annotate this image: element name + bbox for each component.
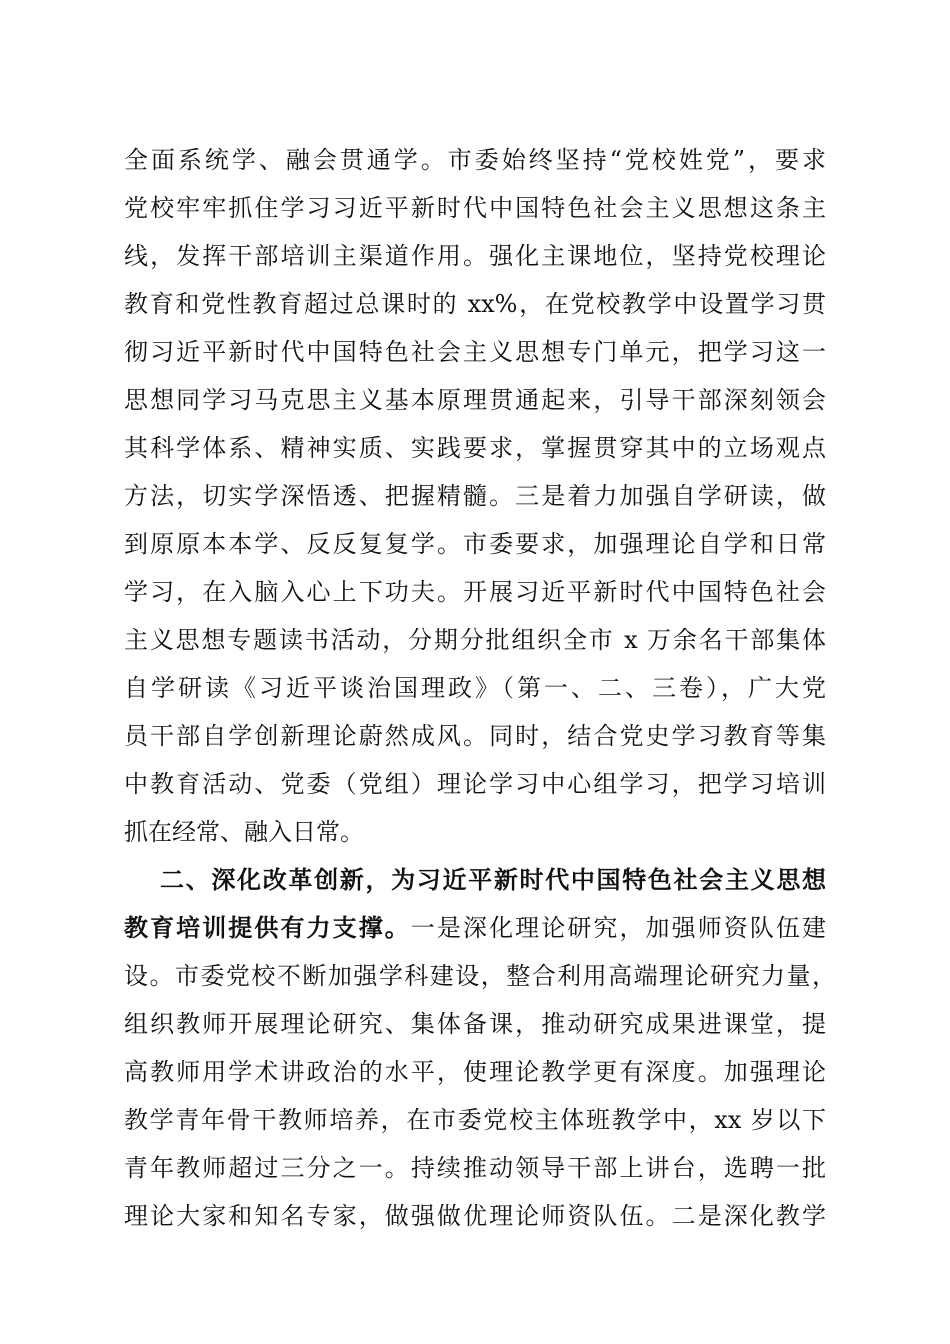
paragraph-1-line-last: 抓在经常、融入日常。 <box>124 818 364 846</box>
paragraph-1-line: 线，发挥干部培训主渠道作用。强化主课地位，坚持党校理论 <box>124 242 826 270</box>
paragraph-2-line: 教学青年骨干教师培养，在市委党校主体班教学中，xx 岁以下 <box>124 1106 826 1134</box>
paragraph-1-line: 到原原本本学、反反复复学。市委要求，加强理论自学和日常 <box>124 530 826 558</box>
paragraph-1-line: 自学研读《习近平谈治国理政》（第一、二、三卷），广大党 <box>124 674 826 702</box>
paragraph-2-line: 青年教师超过三分之一。持续推动领导干部上讲台，选聘一批 <box>124 1154 826 1182</box>
paragraph-2-text-start: 一是深化理论研究，加强师资队伍建 <box>410 914 827 942</box>
paragraph-1-line: 员干部自学创新理论蔚然成风。同时，结合党史学习教育等集 <box>124 722 826 750</box>
paragraph-1-line: 主义思想专题读书活动，分期分批组织全市 x 万余名干部集体 <box>124 626 826 654</box>
paragraph-2-line: 组织教师开展理论研究、集体备课，推动研究成果进课堂，提 <box>124 1010 826 1038</box>
paragraph-1-line: 教育和党性教育超过总课时的 xx%，在党校教学中设置学习贯 <box>124 290 826 318</box>
section-heading-line-2 <box>124 912 826 944</box>
paragraph-2-line: 高教师用学术讲政治的水平，使理论教学更有深度。加强理论 <box>124 1058 826 1086</box>
paragraph-2-line: 设。市委党校不断加强学科建设，整合利用高端理论研究力量， <box>124 962 836 990</box>
paragraph-1-line: 中教育活动、党委（党组）理论学习中心组学习，把学习培训 <box>124 770 826 798</box>
section-heading-tail: 教育培训提供有力支撑。 <box>124 914 411 942</box>
paragraph-1-line: 党校牢牢抓住学习习近平新时代中国特色社会主义思想这条主 <box>124 194 826 222</box>
paragraph-1-line: 彻习近平新时代中国特色社会主义思想专门单元，把学习这一 <box>124 338 826 366</box>
section-heading-line-1: 二、深化改革创新，为习近平新时代中国特色社会主义思想 <box>160 866 826 894</box>
paragraph-2-line: 理论大家和知名专家，做强做优理论师资队伍。二是深化教学 <box>124 1202 826 1230</box>
paragraph-1-line: 学习，在入脑入心上下功夫。开展习近平新时代中国特色社会 <box>124 578 826 606</box>
paragraph-1-line: 全面系统学、融会贯通学。市委始终坚持“党校姓党”，要求 <box>124 146 826 174</box>
paragraph-1-line: 其科学体系、精神实质、实践要求，掌握贯穿其中的立场观点 <box>124 434 826 462</box>
paragraph-1-line: 思想同学习马克思主义基本原理贯通起来，引导干部深刻领会 <box>124 386 826 414</box>
paragraph-1-line: 方法，切实学深悟透、把握精髓。三是着力加强自学研读，做 <box>124 482 826 510</box>
